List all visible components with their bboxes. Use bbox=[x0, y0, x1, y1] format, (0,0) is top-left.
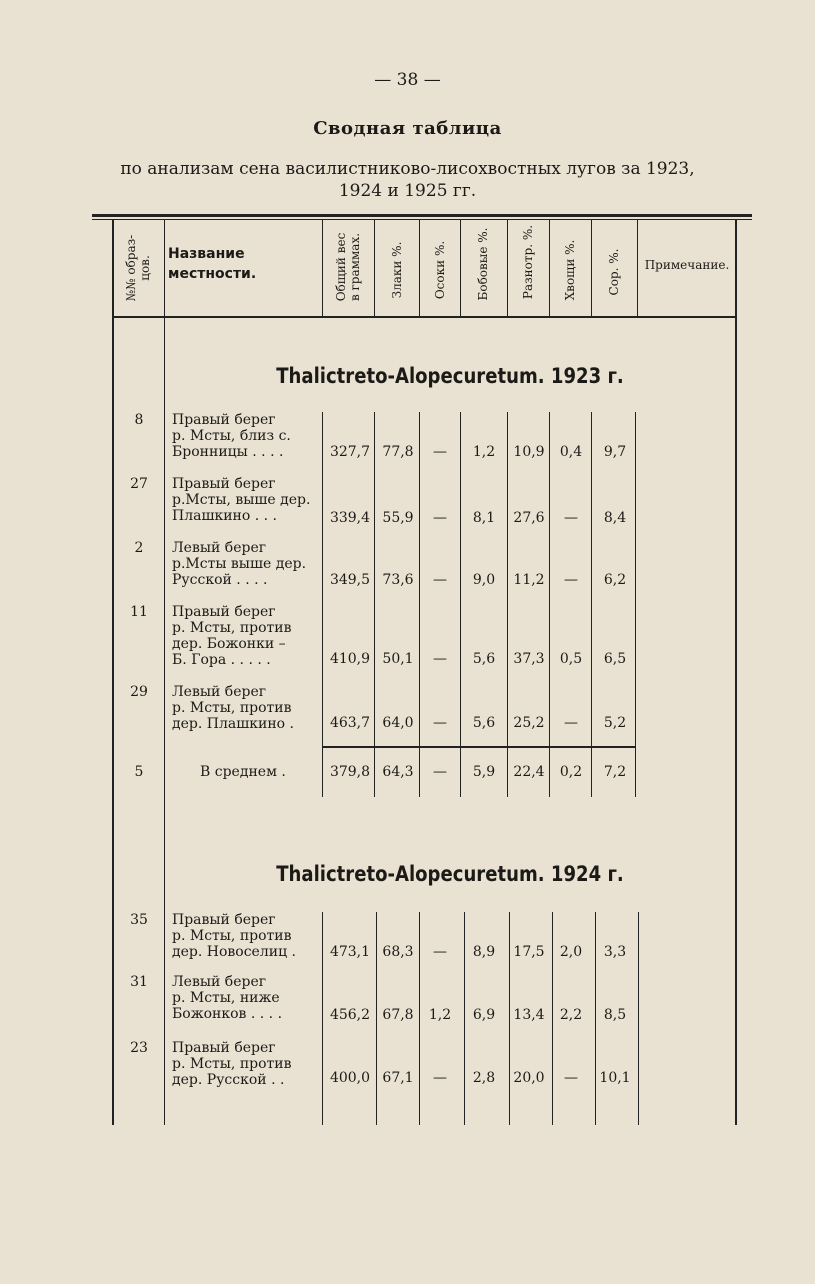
location-line: Русской . . . . bbox=[172, 572, 268, 588]
page-number: — 38 — bbox=[374, 70, 441, 90]
s2-col-line-8 bbox=[638, 912, 639, 1125]
weight-value: 349,5 bbox=[329, 572, 371, 588]
location-cell bbox=[172, 684, 322, 732]
location-line: Правый берег bbox=[172, 912, 276, 928]
s1-col-line-4 bbox=[460, 412, 461, 797]
header-note: Примечание. bbox=[644, 258, 730, 272]
header-weeds: Сор. %. bbox=[607, 248, 621, 296]
section-title-1924: Thalictreto-Alopecuretum. 1924 г. bbox=[276, 862, 624, 886]
header-number-line-1: №№ образ- bbox=[124, 234, 138, 302]
legumes-value: 2,8 bbox=[472, 1070, 496, 1086]
grasses-value: 77,8 bbox=[382, 444, 414, 460]
sedges-value: — bbox=[433, 444, 447, 460]
location-line: р. Мсты, против bbox=[172, 700, 292, 716]
sedges-value: — bbox=[433, 764, 447, 780]
header-divider-7 bbox=[591, 220, 592, 318]
location-cell bbox=[172, 476, 322, 524]
header-divider-3 bbox=[419, 220, 420, 318]
location-line: р. Мсты, против bbox=[172, 1056, 292, 1072]
sample-number: 29 bbox=[130, 684, 148, 700]
horsetails-value: — bbox=[564, 1070, 578, 1086]
location-line: дер. Русской . . bbox=[172, 1072, 285, 1088]
header-sedges: Осоки %. bbox=[433, 240, 447, 300]
header-total-weight bbox=[334, 233, 362, 302]
header-name-line-2: местности. bbox=[168, 266, 257, 282]
forbs-value: 22,4 bbox=[513, 764, 545, 780]
forbs-value: 10,9 bbox=[513, 444, 545, 460]
s1-col-line-2 bbox=[374, 412, 375, 797]
header-divider-4 bbox=[460, 220, 461, 318]
top-rule-thin bbox=[92, 219, 752, 220]
weight-value: 410,9 bbox=[329, 651, 371, 667]
average-rule bbox=[322, 746, 636, 748]
header-legumes: Бобовые %. bbox=[476, 227, 490, 301]
location-line: Правый берег bbox=[172, 1040, 276, 1056]
location-cell bbox=[172, 412, 322, 460]
location-cell bbox=[172, 540, 322, 588]
sedges-value: — bbox=[433, 1070, 447, 1086]
sample-number: 2 bbox=[134, 540, 144, 556]
header-number-line-2: цов. bbox=[138, 255, 152, 281]
horsetails-value: 2,2 bbox=[559, 1007, 583, 1023]
weight-value: 473,1 bbox=[329, 944, 371, 960]
forbs-value: 27,6 bbox=[513, 510, 545, 526]
sedges-value: — bbox=[433, 715, 447, 731]
horsetails-value: — bbox=[564, 572, 578, 588]
location-line: р. Мсты, ниже bbox=[172, 990, 280, 1006]
forbs-value: 17,5 bbox=[513, 944, 545, 960]
weeds-value: 6,5 bbox=[603, 651, 627, 667]
legumes-value: 5,9 bbox=[472, 764, 496, 780]
forbs-value: 11,2 bbox=[513, 572, 545, 588]
average-label: В среднем . bbox=[200, 764, 286, 780]
forbs-value: 20,0 bbox=[513, 1070, 545, 1086]
location-line: дер. Новоселиц . bbox=[172, 944, 296, 960]
sample-number: 23 bbox=[130, 1040, 148, 1056]
grasses-value: 55,9 bbox=[382, 510, 414, 526]
grasses-value: 67,1 bbox=[382, 1070, 414, 1086]
location-line: Правый берег bbox=[172, 412, 276, 428]
grasses-value: 50,1 bbox=[382, 651, 414, 667]
location-line: р.Мсты выше дер. bbox=[172, 556, 307, 572]
location-line: Левый берег bbox=[172, 684, 267, 700]
weeds-value: 5,2 bbox=[603, 715, 627, 731]
weight-value: 339,4 bbox=[329, 510, 371, 526]
header-grasses: Злаки %. bbox=[390, 241, 404, 299]
sample-number: 27 bbox=[130, 476, 148, 492]
s1-col-line-3 bbox=[419, 412, 420, 797]
legumes-value: 9,0 bbox=[472, 572, 496, 588]
legumes-value: 8,9 bbox=[472, 944, 496, 960]
weeds-value: 3,3 bbox=[603, 944, 627, 960]
header-divider-2 bbox=[374, 220, 375, 318]
sedges-value: — bbox=[433, 944, 447, 960]
section-title-1923: Thalictreto-Alopecuretum. 1923 г. bbox=[276, 364, 624, 388]
name-column-divider bbox=[322, 220, 323, 318]
weeds-value: 9,7 bbox=[603, 444, 627, 460]
grasses-value: 64,3 bbox=[382, 764, 414, 780]
location-line: Правый берег bbox=[172, 476, 276, 492]
horsetails-value: 2,0 bbox=[559, 944, 583, 960]
table-right-border bbox=[735, 220, 737, 1125]
location-line: дер. Божонки – bbox=[172, 636, 286, 652]
legumes-value: 1,2 bbox=[472, 444, 496, 460]
header-divider-8 bbox=[637, 220, 638, 318]
location-line: дер. Плашкино . bbox=[172, 716, 294, 732]
header-forbs: Разнотр. %. bbox=[521, 224, 535, 300]
weeds-value: 8,5 bbox=[603, 1007, 627, 1023]
forbs-value: 13,4 bbox=[513, 1007, 545, 1023]
sample-number: 8 bbox=[134, 412, 144, 428]
sample-number: 31 bbox=[130, 974, 148, 990]
s1-col-line-8 bbox=[635, 412, 636, 797]
table-subtitle-line-2: 1924 и 1925 гг. bbox=[338, 181, 477, 201]
sample-number: 11 bbox=[130, 604, 148, 620]
grasses-value: 73,6 bbox=[382, 572, 414, 588]
header-horsetails: Хвощи %. bbox=[563, 239, 577, 301]
location-line: р. Мсты, против bbox=[172, 928, 292, 944]
header-weight-line-1: Общий вес bbox=[334, 232, 348, 302]
location-line: Правый берег bbox=[172, 604, 276, 620]
horsetails-value: — bbox=[564, 715, 578, 731]
sample-count: 5 bbox=[134, 764, 144, 780]
header-number bbox=[124, 235, 152, 301]
location-line: Бронницы . . . . bbox=[172, 444, 284, 460]
weeds-value: 10,1 bbox=[599, 1070, 631, 1086]
table-subtitle-line-1: по анализам сена василистниково-лисохвостных лугов за 1923, bbox=[120, 159, 695, 179]
weeds-value: 6,2 bbox=[603, 572, 627, 588]
weight-value: 463,7 bbox=[329, 715, 371, 731]
weight-value: 327,7 bbox=[329, 444, 371, 460]
legumes-value: 8,1 bbox=[472, 510, 496, 526]
header-location-name bbox=[168, 244, 318, 284]
horsetails-value: 0,5 bbox=[559, 651, 583, 667]
horsetails-value: — bbox=[564, 510, 578, 526]
location-line: р. Мсты, против bbox=[172, 620, 292, 636]
legumes-value: 6,9 bbox=[472, 1007, 496, 1023]
s1-col-line-7 bbox=[591, 412, 592, 797]
location-cell bbox=[172, 974, 322, 1022]
location-cell bbox=[172, 604, 322, 668]
weeds-value: 7,2 bbox=[603, 764, 627, 780]
location-line: Плашкино . . . bbox=[172, 508, 278, 524]
weight-value: 456,2 bbox=[329, 1007, 371, 1023]
grasses-value: 67,8 bbox=[382, 1007, 414, 1023]
sedges-value: — bbox=[433, 572, 447, 588]
location-cell bbox=[172, 1040, 322, 1088]
s1-col-line-1 bbox=[322, 412, 323, 797]
location-cell bbox=[172, 912, 322, 960]
horsetails-value: 0,2 bbox=[559, 764, 583, 780]
sedges-value: — bbox=[433, 510, 447, 526]
forbs-value: 37,3 bbox=[513, 651, 545, 667]
header-bottom-rule bbox=[112, 316, 736, 318]
header-weight-line-2: в граммах. bbox=[348, 232, 362, 302]
location-line: Б. Гора . . . . . bbox=[172, 652, 271, 668]
s2-col-line-1 bbox=[322, 912, 323, 1125]
location-line: Левый берег bbox=[172, 974, 267, 990]
legumes-value: 5,6 bbox=[472, 715, 496, 731]
grasses-value: 64,0 bbox=[382, 715, 414, 731]
weeds-value: 8,4 bbox=[603, 510, 627, 526]
sedges-value: — bbox=[433, 651, 447, 667]
s1-col-line-6 bbox=[549, 412, 550, 797]
header-divider-6 bbox=[549, 220, 550, 318]
legumes-value: 5,6 bbox=[472, 651, 496, 667]
sedges-value: 1,2 bbox=[428, 1007, 452, 1023]
s1-col-line-5 bbox=[507, 412, 508, 797]
forbs-value: 25,2 bbox=[513, 715, 545, 731]
location-line: р. Мсты, близ с. bbox=[172, 428, 291, 444]
horsetails-value: 0,4 bbox=[559, 444, 583, 460]
location-line: р.Мсты, выше дер. bbox=[172, 492, 311, 508]
table-title: Сводная таблица bbox=[313, 118, 502, 139]
top-rule-thick bbox=[92, 214, 752, 217]
header-divider-5 bbox=[507, 220, 508, 318]
sample-number: 35 bbox=[130, 912, 148, 928]
header-name-line-1: Название bbox=[168, 246, 245, 262]
location-line: Левый берег bbox=[172, 540, 267, 556]
grasses-value: 68,3 bbox=[382, 944, 414, 960]
weight-value: 379,8 bbox=[329, 764, 371, 780]
weight-value: 400,0 bbox=[329, 1070, 371, 1086]
location-line: Божонков . . . . bbox=[172, 1006, 283, 1022]
